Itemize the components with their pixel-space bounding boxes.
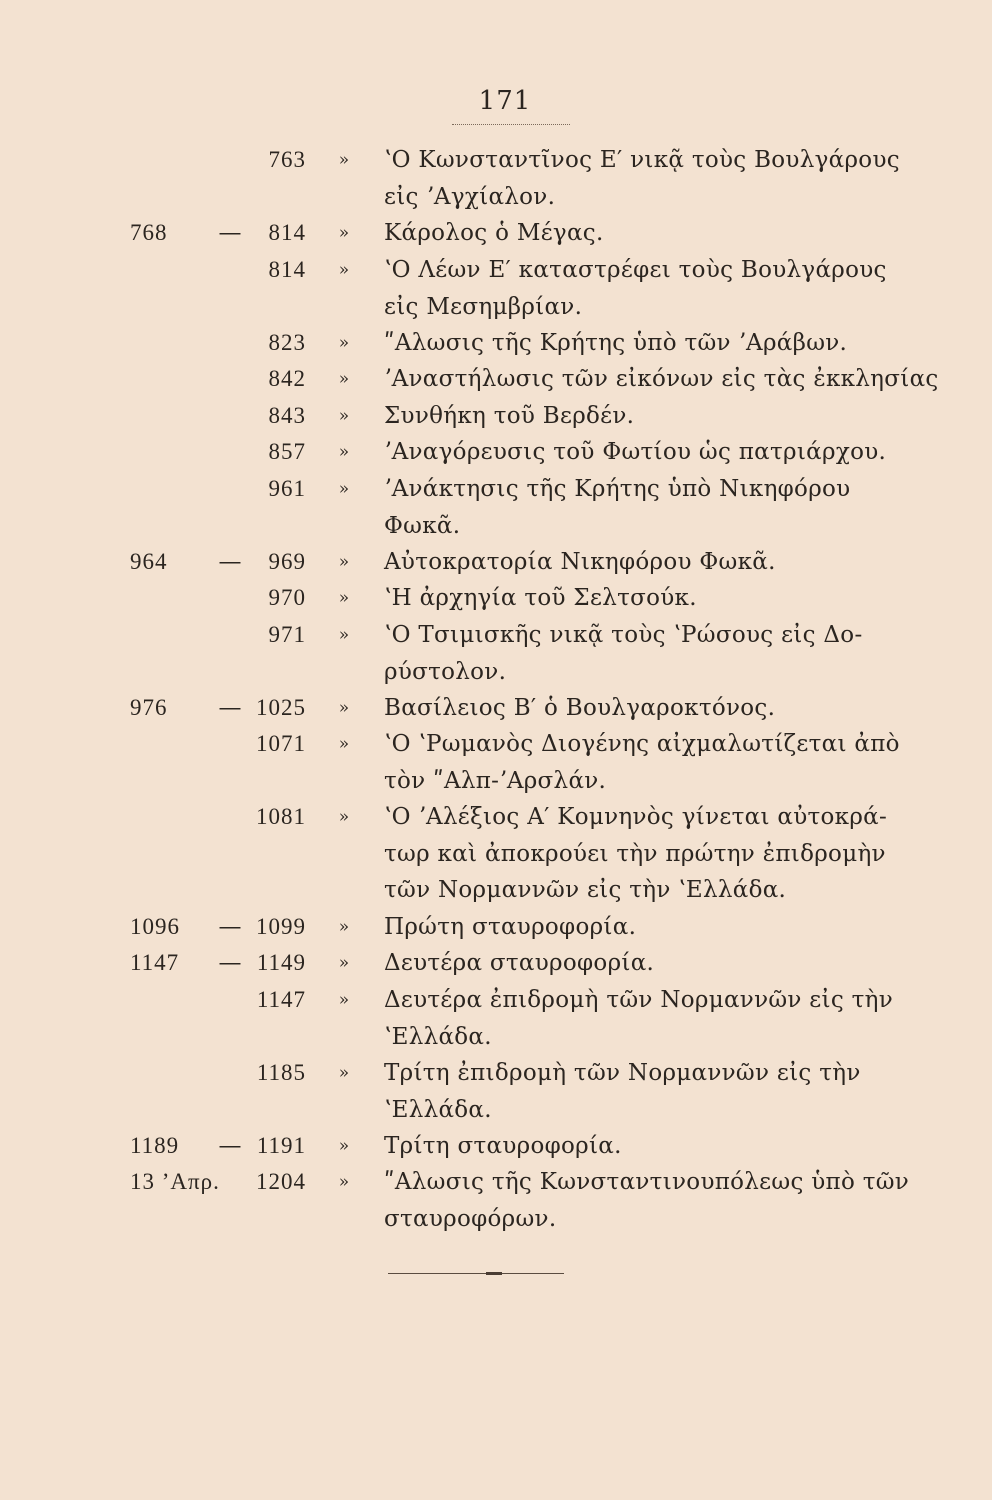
date-to: 1025 <box>256 695 306 720</box>
date-from: 1096 <box>130 914 180 939</box>
event-text-line: Τρίτη σταυροφορία. <box>384 1133 622 1159</box>
ditto-mark: » <box>338 1136 350 1156</box>
date-range-dash: — <box>218 1133 242 1159</box>
end-ornament-rule <box>388 1272 564 1275</box>
event-text-line: Αὐτοκρατορία Νικηφόρου Φωκᾶ. <box>384 549 776 575</box>
page-number: 171 <box>478 86 532 116</box>
event-text-line: ʽΟ Τσιμισκῆς νικᾷ τοὺς ʽΡώσους εἰς Δο- <box>384 622 863 648</box>
ditto-mark: » <box>338 807 350 827</box>
event-text-line: ʽΕλλάδα. <box>384 1097 492 1123</box>
ditto-mark: » <box>338 369 350 389</box>
ditto-mark: » <box>338 734 350 754</box>
event-text-line: Δευτέρα ἐπιδρομὴ τῶν Νορμαννῶν εἰς τὴν <box>384 987 894 1013</box>
date-range-dash: — <box>218 914 242 940</box>
date-to: 1149 <box>256 950 306 975</box>
event-text-line: ʽΟ ʼΑλέξιος Α′ Κομνηνὸς γίνεται αὐτοκρά- <box>384 804 888 830</box>
end-rule-mark <box>486 1272 502 1275</box>
ditto-mark: » <box>338 1063 350 1083</box>
event-text-line: Δευτέρα σταυροφορία. <box>384 950 655 976</box>
event-text-line: εἰς Μεσημβρίαν. <box>384 294 583 320</box>
ditto-mark: » <box>338 953 350 973</box>
date-from: 964 <box>130 549 168 574</box>
event-text-line: εἰς ʼΑγχίαλον. <box>384 184 556 210</box>
date-from: 1147 <box>130 950 180 975</box>
event-text-line: τωρ καὶ ἀποκρούει τὴν πρώτην ἐπιδρομὴν <box>384 841 886 867</box>
ditto-mark: » <box>338 917 350 937</box>
ditto-mark: » <box>338 990 350 1010</box>
date-from: 768 <box>130 220 168 245</box>
date-to: 1081 <box>256 804 306 829</box>
date-to: 1071 <box>256 731 306 756</box>
date-to: 763 <box>268 147 306 172</box>
ditto-mark: » <box>338 223 350 243</box>
date-to: 814 <box>268 220 306 245</box>
event-text-line: Βασίλειος Β′ ὁ Βουλγαροκτόνος. <box>384 695 776 721</box>
page-number-rule <box>452 124 570 125</box>
ditto-mark: » <box>338 1172 350 1192</box>
date-to: 1204 <box>256 1169 306 1194</box>
date-from: 1189 <box>130 1133 180 1158</box>
ditto-mark: » <box>338 588 350 608</box>
date-to: 971 <box>268 622 306 647</box>
date-to: 970 <box>268 585 306 610</box>
date-to: 969 <box>268 549 306 574</box>
event-text-line: Φωκᾶ. <box>384 513 461 539</box>
event-text-line: ʽΟ Λέων Ε′ καταστρέφει τοὺς Βουλγάρους <box>384 257 887 283</box>
date-range-dash: — <box>218 695 242 721</box>
event-text-line: Τρίτη ἐπιδρομὴ τῶν Νορμαννῶν εἰς τὴν <box>384 1060 861 1086</box>
date-to: 842 <box>268 366 306 391</box>
ditto-mark: » <box>338 333 350 353</box>
date-to: 814 <box>268 257 306 282</box>
ditto-mark: » <box>338 406 350 426</box>
ditto-mark: » <box>338 442 350 462</box>
date-from: 13 ʼΑπρ. <box>130 1169 220 1194</box>
event-text-line: ʺΑλωσις τῆς Κρήτης ὑπὸ τῶν ʼΑράβων. <box>384 330 848 356</box>
event-text-line: ʼΑνάκτησις τῆς Κρήτης ὑπὸ Νικηφόρου <box>384 476 851 502</box>
date-to: 1185 <box>256 1060 306 1085</box>
event-text-line: ʽΟ Κωνσταντῖνος Ε′ νικᾷ τοὺς Βουλγάρους <box>384 147 900 173</box>
date-to: 1191 <box>256 1133 306 1158</box>
date-to: 843 <box>268 403 306 428</box>
date-to: 823 <box>268 330 306 355</box>
date-to: 1099 <box>256 914 306 939</box>
date-to: 857 <box>268 439 306 464</box>
date-to: 961 <box>268 476 306 501</box>
date-to: 1147 <box>256 987 306 1012</box>
ditto-mark: » <box>338 698 350 718</box>
event-text-line: Συνθήκη τοῦ Βερδέν. <box>384 403 635 429</box>
event-text-line: τῶν Νορμαννῶν εἰς τὴν ʽΕλλάδα. <box>384 877 787 903</box>
ditto-mark: » <box>338 625 350 645</box>
end-rule-line <box>388 1273 564 1274</box>
date-range-dash: — <box>218 220 242 246</box>
event-text-line: ʽΕλλάδα. <box>384 1024 492 1050</box>
event-text-line: ʼΑναστήλωσις τῶν εἰκόνων εἰς τὰς ἐκκλησίας <box>384 366 939 392</box>
date-from: 976 <box>130 695 168 720</box>
event-text-line: ʽΟ ʽΡωμανὸς Διογένης αἰχμαλωτίζεται ἀπὸ <box>384 731 900 757</box>
date-range-dash: — <box>218 950 242 976</box>
event-text-line: σταυροφόρων. <box>384 1206 557 1232</box>
event-text-line: ʼΑναγόρευσις τοῦ Φωτίου ὡς πατριάρχου. <box>384 439 887 465</box>
event-text-line: ʺΑλωσις τῆς Κωνσταντινουπόλεως ὑπὸ τῶν <box>384 1169 910 1195</box>
event-text-line: ʽΗ ἀρχηγία τοῦ Σελτσούκ. <box>384 585 697 611</box>
event-text-line: τὸν ʺΑλπ-ʼΑρσλάν. <box>384 768 607 794</box>
ditto-mark: » <box>338 552 350 572</box>
ditto-mark: » <box>338 260 350 280</box>
event-text-line: Πρώτη σταυροφορία. <box>384 914 637 940</box>
event-text-line: ρύστολον. <box>384 659 507 685</box>
ditto-mark: » <box>338 150 350 170</box>
date-range-dash: — <box>218 549 242 575</box>
ditto-mark: » <box>338 479 350 499</box>
event-text-line: Κάρολος ὁ Μέγας. <box>384 220 604 246</box>
